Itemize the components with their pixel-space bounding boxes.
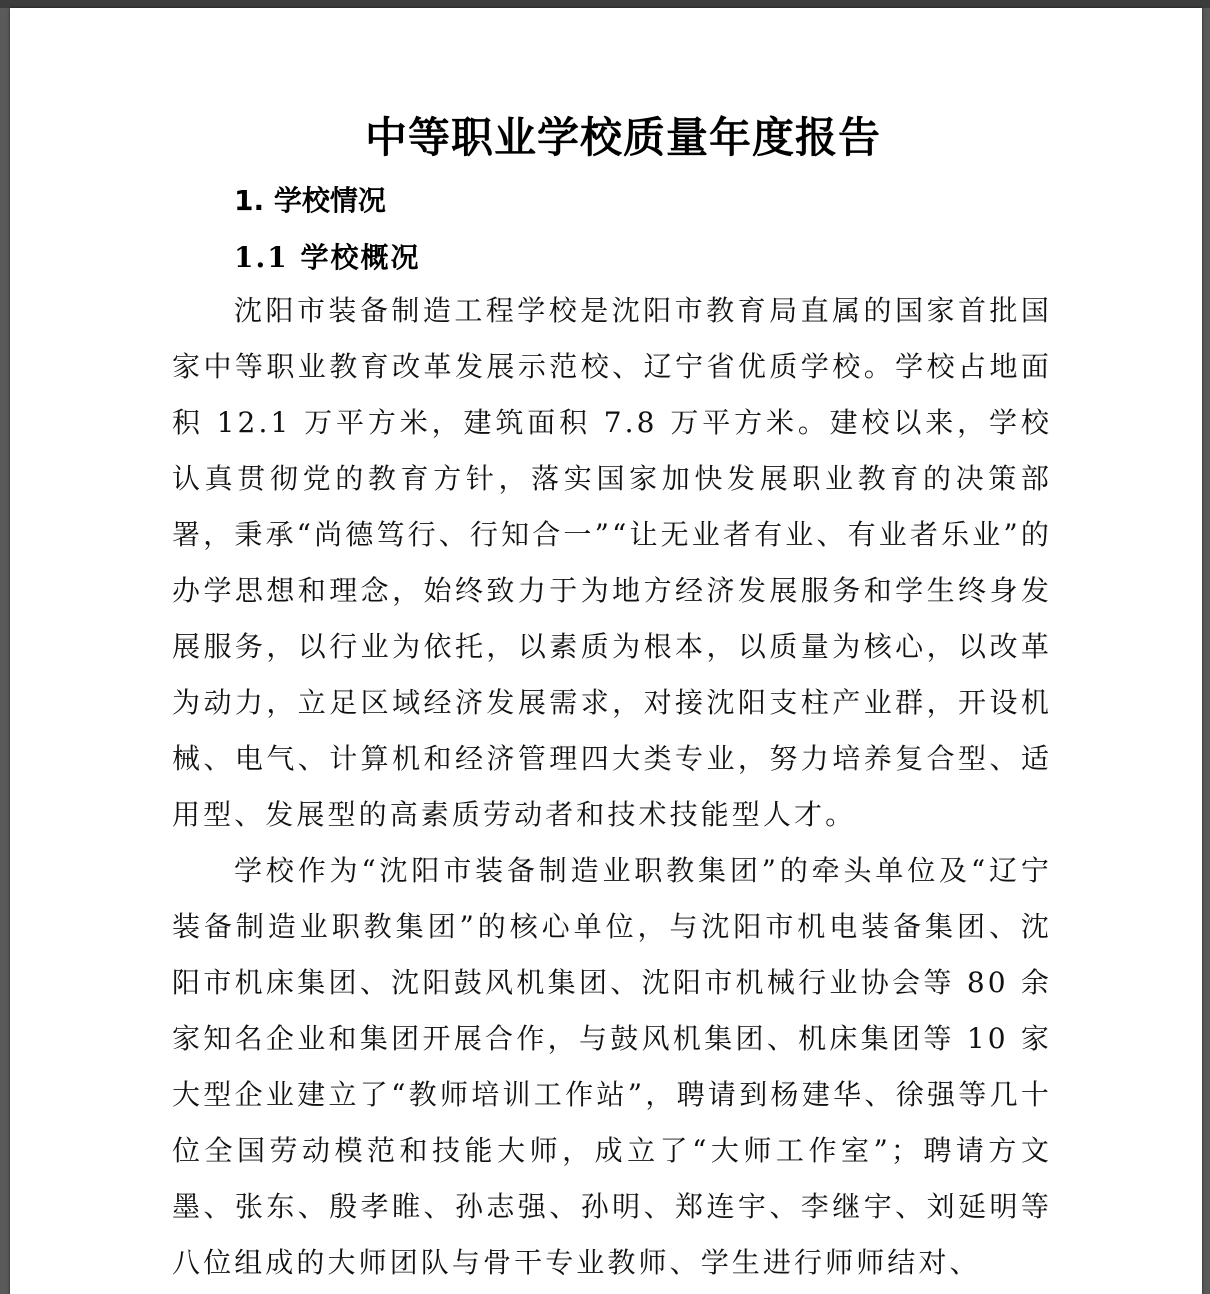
document-title: 中等职业学校质量年度报告 bbox=[364, 113, 881, 162]
section-heading: 1. 学校情况 bbox=[234, 184, 386, 217]
document-page bbox=[10, 8, 1202, 1294]
paragraph: 沈阳市装备制造工程学校是沈阳市教育局直属的国家首批国家中等职业教育改革发展示范校、辽宁省优质学校。学校占地面积 12.1 万平方米，建筑面积 7.8 万平方米。建校以来，学校认真贯彻党的教育方针，落实国家加快发展职业教育的决策部署，秉承“尚德笃行、行知合一”“让无业者有业、有业者乐业”的办学思想和理念，始终致力于为地方经济发展服务和学生终身发展服务，以行业为依托，以素质为根本，以质量为核心，以改革为动力，立足区域经济发展需求，对接沈阳支柱产业群，开设机械、电气、计算机和经济管理四大类专业，努力培养复合型、适用型、发展型的高素质劳动者和技术技能型人才。 bbox=[172, 294, 1052, 831]
document-body bbox=[172, 283, 1052, 1291]
subsection-heading: 1.1 学校概况 bbox=[234, 241, 421, 274]
paragraph: 学校作为“沈阳市装备制造业职教集团”的牵头单位及“辽宁装备制造业职教集团”的核心单位，与沈阳市机电装备集团、沈阳市机床集团、沈阳鼓风机集团、沈阳市机械行业协会等 80 余家知名企业和集团开展合作，与鼓风机集团、机床集团等 10 家大型企业建立了“教师培训工作站”，聘请到杨建华、徐强等几十位全国劳动模范和技能大师，成立了“大师工作室”；聘请方文墨、张东、殷孝睢、孙志强、孙明、郑连宇、李继宇、刘延明等八位组成的大师团队与骨干专业教师、学生进行师师结对、 bbox=[172, 854, 1052, 1279]
